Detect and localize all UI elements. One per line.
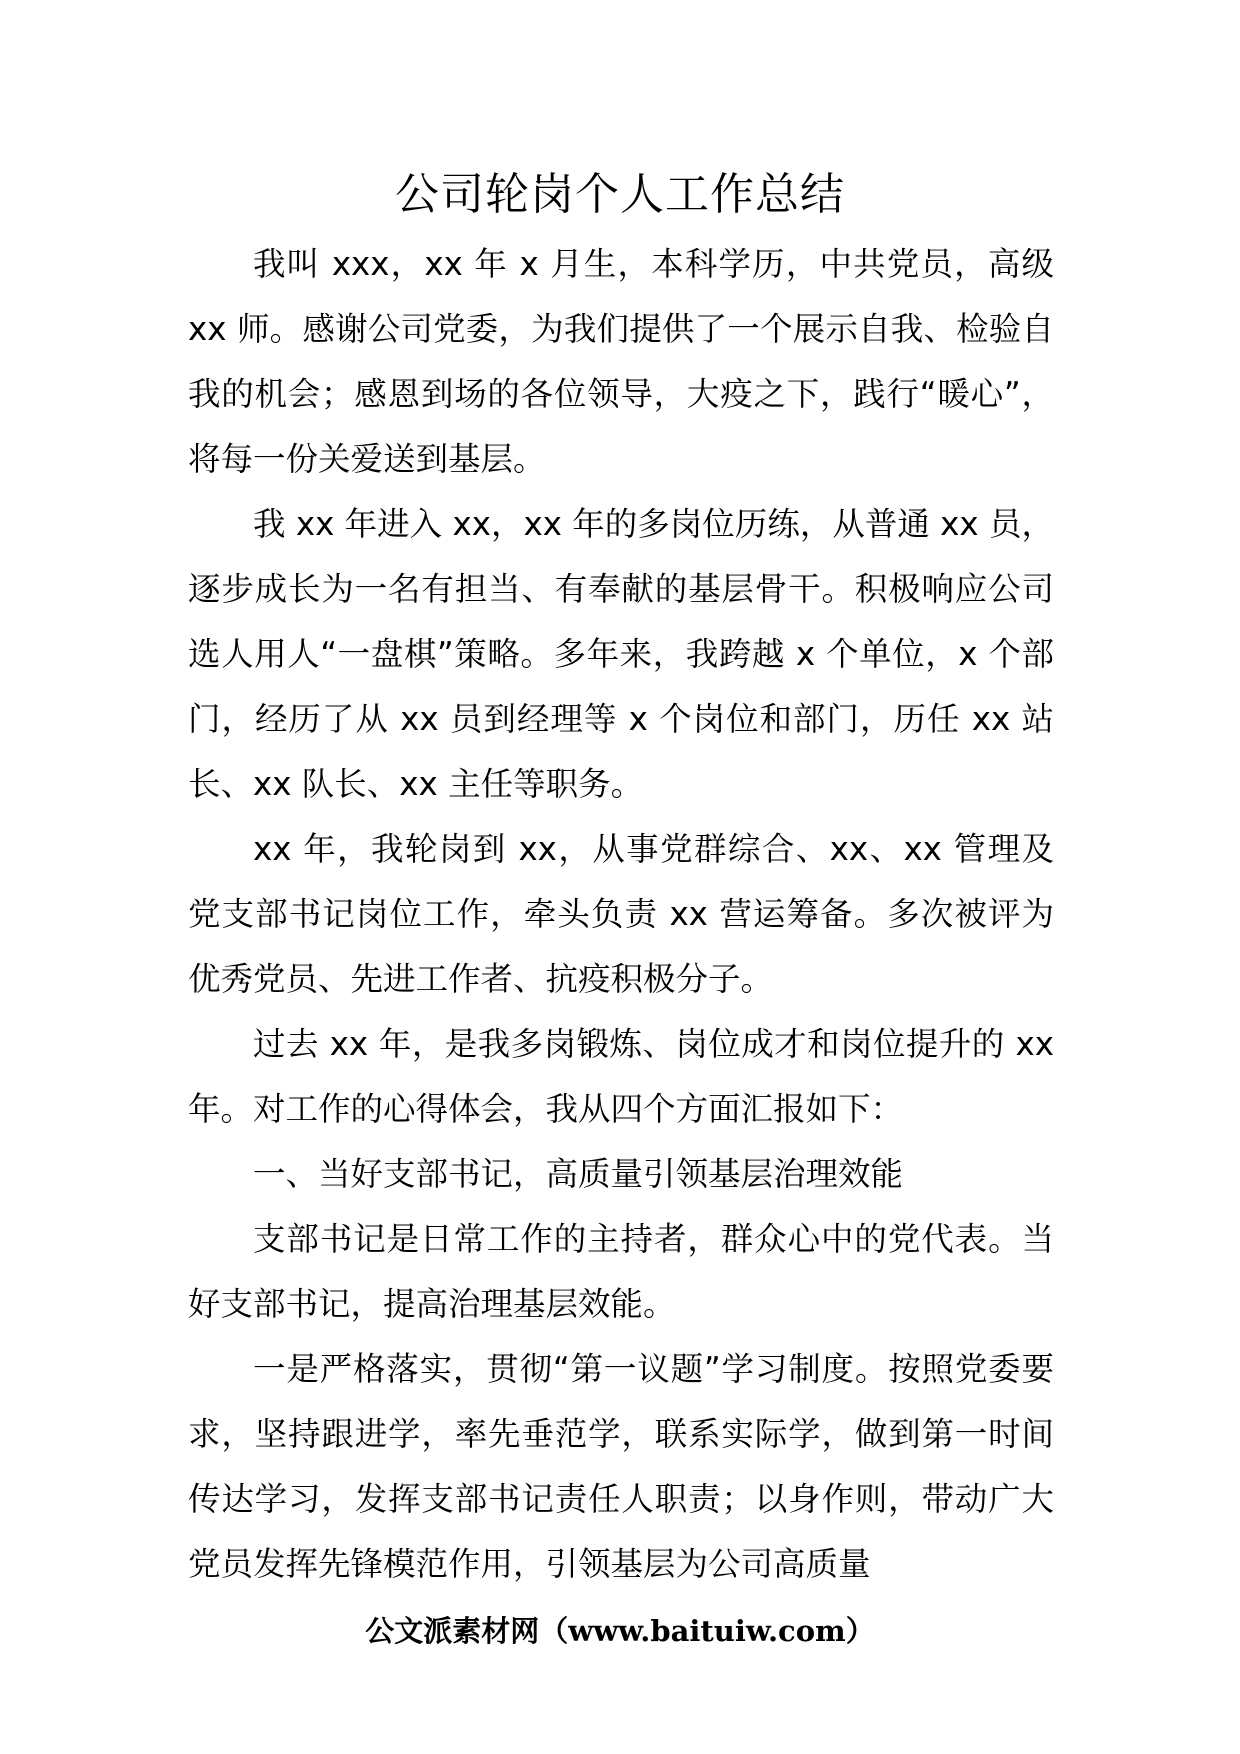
body-paragraph-5: 支部书记是日常工作的主持者，群众心中的党代表。当好支部书记，提高治理基层效能。 xyxy=(188,1220,1054,1323)
footer-watermark: 公文派素材网（www.baituiw.com） xyxy=(365,1614,875,1648)
section-heading-1: 一、当好支部书记，高质量引领基层治理效能 xyxy=(253,1155,904,1193)
document-title: 公司轮岗个人工作总结 xyxy=(395,169,845,220)
body-paragraph-3: xx 年，我轮岗到 xx，从事党群综合、xx、xx 管理及党支部书记岗位工作，牵头负责 xx 营运筹备。多次被评为优秀党员、先进工作者、抗疫积极分子。 xyxy=(188,830,1054,998)
document-body xyxy=(188,232,1054,1597)
body-paragraph-1: 我叫 xxx，xx 年 x 月生，本科学历，中共党员，高级 xx 师。感谢公司党委，为我们提供了一个展示自我、检验自我的机会；感恩到场的各位领导，大疫之下，践行“暖心”，将每一份关爱送到基层。 xyxy=(188,245,1054,478)
body-paragraph-2: 我 xx 年进入 xx，xx 年的多岗位历练，从普通 xx 员，逐步成长为一名有担当、有奉献的基层骨干。积极响应公司选人用人“一盘棋”策略。多年来，我跨越 x 个单位，x 个部门，经历了从 xx 员到经理等 x 个岗位和部门，历任 xx 站长、xx 队长、xx 主任等职务。 xyxy=(188,505,1054,803)
body-paragraph-4: 过去 xx 年，是我多岗锻炼、岗位成才和岗位提升的 xx 年。对工作的心得体会，我从四个方面汇报如下： xyxy=(188,1025,1054,1128)
body-paragraph-6: 一是严格落实，贯彻“第一议题”学习制度。按照党委要求，坚持跟进学，率先垂范学，联系实际学，做到第一时间传达学习，发挥支部书记责任人职责；以身作则，带动广大党员发挥先锋模范作用，引领基层为公司高质量 xyxy=(188,1350,1054,1583)
